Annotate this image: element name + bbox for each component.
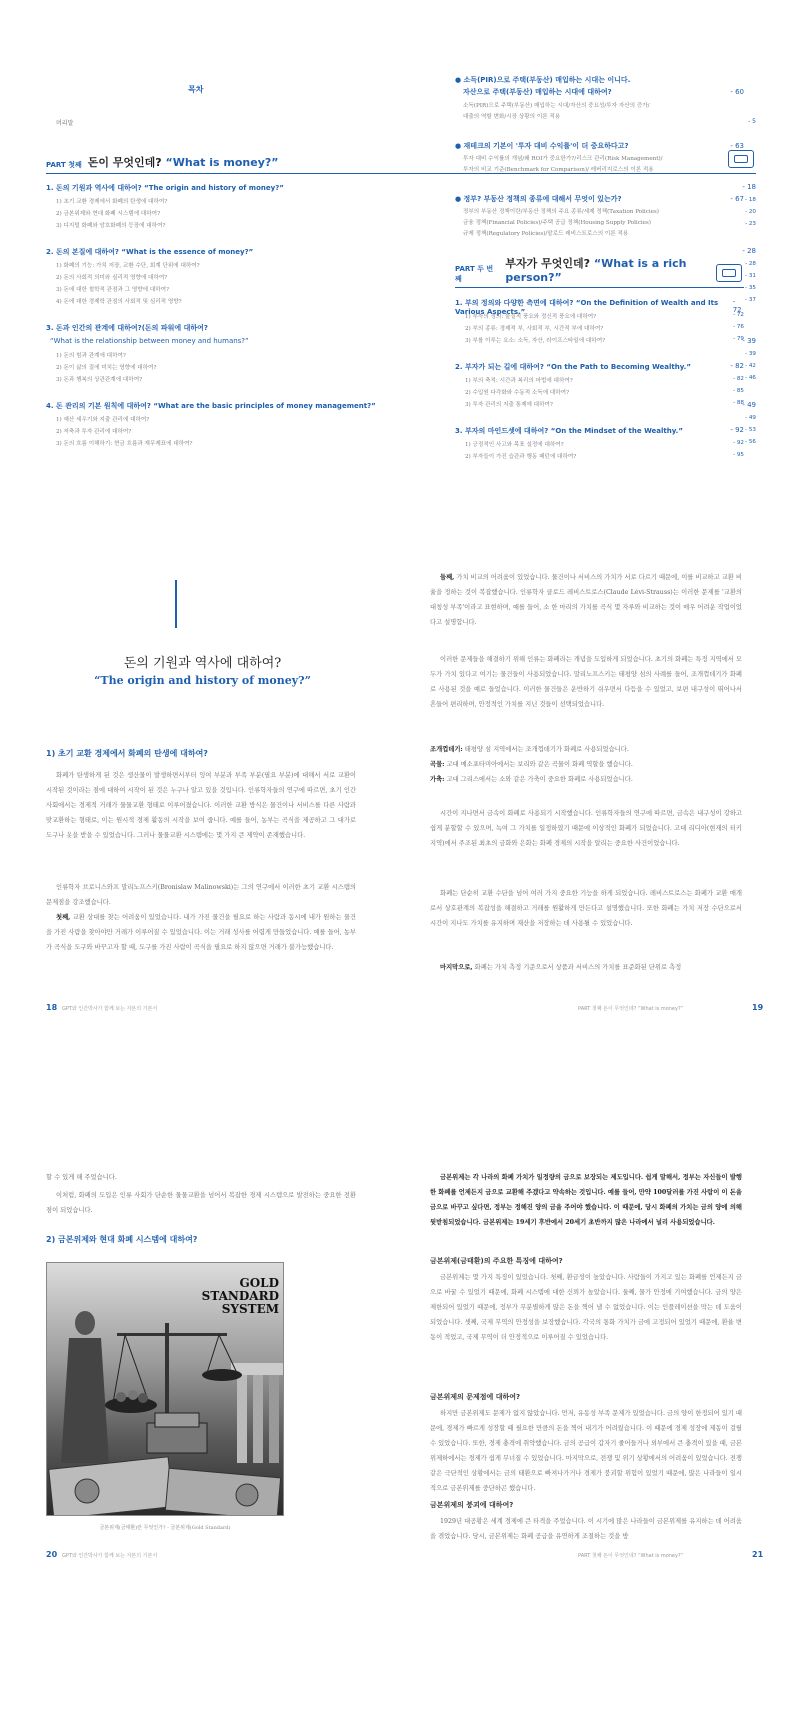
list-item: 조개껍데기: 태평양 섬 지역에서는 조개껍데기가 화폐로 사용되었습니다. xyxy=(430,746,629,753)
paragraph: 둘째, 가치 비교의 어려움이 있었습니다. 물건이나 서비스의 가치가 서로 다르기 때문에, 이를 비교하고 교환 비율을 정하는 것이 복잡했습니다. 인류학자 클로드 레비스트로스(Claude Lévi-Strauss)는 이러한 문제를 '교환의 대칭성 부족'이라고 표현하며, 예를 들어, 소 한 마리의 가치를 곡식 몇 자루와 비교하는 것이 매우 어려운 작업이었다고 설명합니다. xyxy=(430,574,742,626)
running-footer: GPT와 인간박사가 함께 보는 자본의 기본서 xyxy=(62,1006,158,1012)
toc-label: 목차 xyxy=(188,85,204,94)
paragraph: 시간이 지나면서 금속이 화폐로 사용되기 시작했습니다. 인류학자들의 연구에 따르면, 금속은 내구성이 강하고 쉽게 분할할 수 있으며, 녹여 그 가치를 일정하였기 때문에 이상적인 화폐가 되었습니다. 고대 리디아(현재의 터키 지역)에서 주조된 최초의 금화와 은화는 화폐 경제의 시작을 알리는 중요한 사건이었습니다. xyxy=(430,810,742,847)
toc-subitem[interactable]: 2) 돈이 삶의 질에 미치는 영향에 대하여? - 42 xyxy=(56,363,756,371)
part2-header xyxy=(455,257,744,288)
part-title: 돈이 무엇인데? “What is money?” xyxy=(87,156,279,169)
part-title: 부자가 무엇인데? “What is a rich person?” xyxy=(505,257,687,284)
chart-icon xyxy=(728,150,754,168)
toc-subitem[interactable]: 1) 돈의 힘과 관계에 대하여? - 39 xyxy=(56,351,756,359)
illustration-text: GOLD STANDARD SYSTEM xyxy=(201,1276,279,1316)
toc-subitem[interactable]: 2) 부자들이 가진 습관과 행동 패턴에 대하여? - 95 xyxy=(465,452,744,460)
page-number: 18 xyxy=(46,1003,58,1012)
toc-subitem[interactable]: 3) 돈에 대한 철학적 관점과 그 영향에 대하여? - 35 xyxy=(56,285,756,293)
toc-subitem[interactable]: 4) 돈에 대한 경제학 관점의 사회적 및 심리적 영향? - 37 xyxy=(56,297,756,305)
paragraph: 인류학자 브로니스와프 말리노프스키(Bronislaw Malinowski)는 그의 연구에서 이러한 초기 교환 시스템의 문제점을 강조했습니다. xyxy=(46,884,356,906)
paragraph: 금본위제는 각 나라의 화폐 가치가 일정량의 금으로 보장되는 제도입니다. 쉽게 말해서, 정부는 자신들이 발행한 화폐를 언제든지 금으로 교환해 주겠다고 약속하는 것입니다. 예를 들어, 만약 100달러를 가진 사람이 이 돈을 금으로 바꾸고 싶다면, 정부는 정해진 양의 금을 주어야 했습니다. 이 때문에, 당시 화폐의 가치는 금의 양에 의해 뒷받침되었습니다. 금본위제는 19세기 후반에서 20세기 초반까지 많은 나라에서 널리 사용되었습니다. xyxy=(430,1174,742,1226)
chapter-number-mark xyxy=(175,580,177,628)
paragraph: 첫째, 교환 상대를 찾는 어려움이 있었습니다. 내가 가진 물건을 필요로 하는 사람과 동시에 내가 원하는 물건을 가진 사람을 찾아야만 거래가 이루어질 수 있었습니다. 이는 거래 성사를 어렵게 만들었습니다. 예를 들어, 농부가 곡식을 도구와 바꾸고자 할 때, 도구를 가진 사람이 곡식을 필요로 하지 않으면 거래가 불가능했습니다. xyxy=(46,914,356,951)
list-item: 가축: 고대 그리스에서는 소와 같은 가축이 중요한 화폐로 사용되었습니다. xyxy=(430,776,633,783)
image-caption: 금본위제(금태환)란 무엇인가? - 금본위제(Gold Standard) xyxy=(99,1525,231,1531)
spread-18-19 xyxy=(0,560,810,1120)
toc-subitem[interactable]: 2) 금본위제와 현대 화폐 시스템에 대하여? - 20 xyxy=(56,209,756,217)
gold-standard-illustration xyxy=(46,1262,284,1516)
toc-section[interactable]: 4. 돈 관리의 기본 원칙에 대하여? “What are the basic principles of money management?” - 49 xyxy=(46,401,756,410)
page-number: 21 xyxy=(752,1550,764,1559)
toc-subitem[interactable]: 1) 화폐의 기능: 가치 저장, 교환 수단, 회계 단위에 대하여? - 28 xyxy=(56,261,756,269)
section-heading: 2) 금본위제와 현대 화폐 시스템에 대하여? xyxy=(46,1235,198,1244)
toc-bullet-2-desc: 투자 대비 수익률의 개념/왜 ROI가 중요한가?/리스크 관리(Risk Management)/ 투자의 비교 기준(Benchmark for Comparison)/ 레버리지로스의 이론 적용 xyxy=(463,156,663,173)
toc-subitem[interactable]: 2) 돈의 사회적 의미와 심리적 영향에 대하여? - 31 xyxy=(56,273,756,281)
toc-section[interactable]: 1. 돈의 기원과 역사에 대하여? “The origin and history of money?” - 18 xyxy=(46,183,756,192)
toc-subitem[interactable]: 1) 부의 축적: 시간과 복리의 마법에 대하여? - 82 xyxy=(465,376,744,384)
toc-subitem[interactable]: 2) 부의 종류: 경제적 부, 사회적 부, 시간적 부에 대하여? - 76 xyxy=(465,324,744,332)
paragraph: 할 수 있게 해 주었습니다. xyxy=(46,1174,117,1181)
subheading: 금본위제(금태환)의 주요한 특징에 대하여? xyxy=(430,1257,563,1265)
paragraph: 하지만 금본위제도 문제가 없지 않았습니다. 먼저, 유동성 부족 문제가 있었습니다. 금의 양이 한정되어 있기 때문에, 경제가 빠르게 성장할 때 필요한 만큼의 돈을 찍어 내기가 어려웠습니다. 이 때문에 경제 성장에 제동이 걸릴 수 있었습니다. 또한, 경제 충격에 취약했습니다. 금의 공급이 갑자기 줄어들거나 외부에서 큰 충격이 있을 때, 금본위제하에서는 경제가 쉽게 무너질 수 있었습니다. 마지막으로, 전쟁 및 위기 상황에서의 어려움이 있었습니다. 전쟁 같은 극단적인 상황에서는 금의 태환으로 빠져나가거나 경제가 붕괴할 위험이 있었기 때문에, 많은 나라들이 일시적으로 금본위제를 중단하곤 했습니다. xyxy=(430,1410,742,1492)
toc-section[interactable]: 1. 부의 정의와 다양한 측면에 대하여? “On the Definition of Wealth and Its Various Aspects.” - 72 xyxy=(455,298,742,316)
toc-subitem[interactable]: 1) 부자의 정의: 물질적 풍요와 정신적 풍요에 대하여? - 72 xyxy=(465,312,744,320)
toc-subitem[interactable]: 2) 저축과 투자 관리에 대하여? - 53 xyxy=(56,427,756,435)
toc-subitem[interactable]: 1) 긍정적인 사고와 목표 설정에 대하여? - 92 xyxy=(465,440,744,448)
toc-intro[interactable]: 머리말 - 5 xyxy=(56,118,756,127)
paragraph: 이처럼, 화폐의 도입은 인류 사회가 단순한 물물교환을 넘어서 복잡한 경제 시스템으로 발전하는 중요한 전환점이 되었습니다. xyxy=(46,1192,356,1214)
toc-section[interactable]: 2. 부자가 되는 길에 대하여? “On the Path to Becoming Wealthy.” - 82 xyxy=(455,362,744,371)
running-footer: GPT와 인간박사가 함께 보는 자본의 기본서 xyxy=(62,1553,158,1559)
toc-subitem[interactable]: 1) 예산 세우기와 지출 관리에 대하여? - 49 xyxy=(56,415,756,423)
chapter-title: 돈의 기원과 역사에 대하여? xyxy=(123,656,282,671)
paragraph: 화폐는 단순히 교환 수단을 넘어 여러 가지 중요한 기능을 하게 되었습니다. 레비스트로스는 화폐가 교환 매개로서 상호관계의 복잡성을 해결하고 거래를 원활하게 만든다고 설명했습니다. 또한 화폐는 가치 저장 수단으로서 시간이 지나도 가치를 유지하며 재산을 저장하는 데 사용될 수 있었습니다. xyxy=(430,890,742,927)
toc-section[interactable]: 2. 돈의 본질에 대하여? “What is the essence of money?” - 28 xyxy=(46,247,756,256)
running-footer: PART 첫째 돈이 무엇인데? “What is money?” xyxy=(578,1553,684,1559)
subheading: 금본위제의 문제점에 대하여? xyxy=(430,1393,521,1401)
page-number: 20 xyxy=(46,1550,58,1559)
toc-bullet-3[interactable]: ● 정부? 부동산 정책의 종류에 대해서 무엇이 있는가? - 67 xyxy=(455,195,744,203)
toc-subitem[interactable]: 3) 돈과 행복의 상관관계에 대하여? - 46 xyxy=(56,375,756,383)
paragraph: 금본위제는 몇 가지 특징이 있었습니다. 첫째, 환금성이 높았습니다. 사람들이 가지고 있는 화폐를 언제든지 금으로 바꿀 수 있었기 때문에, 화폐 시스템에 대한 신뢰가 높았습니다. 둘째, 물가 안정에 기여했습니다. 금의 양은 제한되어 있었기 때문에, 정부가 무분별하게 많은 돈을 찍어 낼 수 없었습니다. 이는 인플레이션을 막는 데 도움이 되었습니다. 셋째, 국제 무역의 안정성을 보장했습니다. 각국의 통화 가치가 금에 고정되어 있었기 때문에, 환율 변동이 적었고, 국제 무역이 더 안정적으로 이루어질 수 있었습니다. xyxy=(430,1274,742,1341)
toc-subitem[interactable]: 3) 돈의 흐름 이해하기: 현금 흐름과 재무제표에 대하여? - 56 xyxy=(56,439,756,447)
toc-section-subtitle[interactable]: “What is the relationship between money and humans?” - 39 xyxy=(50,337,756,345)
paragraph: 화폐가 탄생하게 된 것은 생산물이 발생하면서부터 잉여 부분과 부족 부분(필요 부분)에 대해서 서로 교환이 시작된 것이라는 점에 대하여 시작이 된 것은 누구나 알고 있을 것입니다. 인류학자들의 연구에 따르면, 초기 인간 사회에서는 경제적 거래가 물물교환 형태로 이루어졌습니다. 이러한 교환 방식은 물건이나 서비스를 다른 사람과 맞교환하는 형태로, 이는 원시적 경제 활동의 시작을 보여 줍니다. 예를 들어, 농부는 곡식을 제공하고 그 대가로 도구나 옷을 받을 수 있었습니다. 그러나 물물교환 시스템에는 몇 가지 큰 제약이 존재했습니다. xyxy=(46,772,356,839)
toc-subitem[interactable]: 1) 초기 교환 경제에서 화폐의 탄생에 대하여? - 18 xyxy=(56,197,756,205)
page-number: 19 xyxy=(752,1003,764,1012)
toc-bullet-3-desc: 정부의 부동산 정책이란/부동산 정책의 주요 종류/세제 정책(Taxation Policies) 금융 정책(Financial Policies)/주택 공급 정책(Housing Supply Policies) 규제 정책(Regulatory Policies)/맡로드 레비스트로스의 이론 적용 xyxy=(463,209,659,237)
running-footer: PART 첫째 돈이 무엇인데? “What is money?” xyxy=(578,1006,684,1012)
paragraph: 1929년 대공황은 세계 경제에 큰 타격을 주었습니다. 이 시기에 많은 나라들이 금본위제를 유지하는 데 어려움을 겪었습니다. 당시, 금본위제는 화폐 공급을 유연하게 조절하는 것을 방 xyxy=(430,1518,742,1540)
toc-section[interactable]: 3. 부자의 마인드셋에 대하여? “On the Mindset of the Wealthy.” - 92 xyxy=(455,426,744,435)
toc-bullet-2[interactable]: ● 재테크의 기본이 '투자 대비 수익률'이 더 중요하다고? - 63 xyxy=(455,142,744,150)
spread-20-21 xyxy=(0,1170,810,1726)
toc-subitem[interactable]: 3) 부를 이루는 요소: 소득, 자산, 라이프스타일에 대하여? - 79 xyxy=(465,336,744,344)
chart-icon xyxy=(716,264,742,282)
toc-spread xyxy=(0,0,810,560)
paragraph: 이러한 문제들을 해결하기 위해 인류는 화폐라는 개념을 도입하게 되었습니다. 초기의 화폐는 특정 지역에서 모두가 가치 있다고 여기는 물건들이 사용되었습니다. 말리노프스키는 태평양 섬의 사례를 들어, 조개껍데기가 화폐로 사용된 것을 예로 들었습니다. 이러한 물건들은 운반하기 쉬우면서 다듬을 수 있었고, 보편 내구성이 뛰어나서 흔들어 편리하며, 안정적인 가치를 지닌 것들이 선택되었습니다. xyxy=(430,656,742,708)
toc-bullet-1[interactable]: ● 소득(PIR)으로 주택(부동산) 매입하는 시대는 이니다. 자산으로 주택(부동산) 매입하는 시대에 대하여? - 60 xyxy=(455,76,744,96)
paragraph: 마지막으로, 화폐는 가치 측정 기준으로서 상품과 서비스의 가치를 표준화된 단위로 측정 xyxy=(440,964,682,971)
toc-bullet-1-desc: 소득(PIR)으로 주택(부동산) 매입하는 시대/자산의 중요성/투자 자산의 증가/ 대출의 역할 변화/시장 상황의 이론 적용 xyxy=(463,103,650,120)
toc-subitem[interactable]: 2) 수입원 다각화와 수동적 소득에 대하여? - 85 xyxy=(465,388,744,396)
part-label: PART 첫째 xyxy=(46,161,82,169)
section-heading: 1) 초기 교환 경제에서 화폐의 탄생에 대하여? xyxy=(46,749,208,758)
toc-section[interactable]: 3. 돈과 인간의 관계에 대하여?(돈의 파워에 대하여? xyxy=(46,324,208,332)
chapter-title-en: “The origin and history of money?” xyxy=(94,674,311,687)
toc-subitem[interactable]: 3) 디지털 화폐와 암호화폐의 등장에 대하여? - 23 xyxy=(56,221,756,229)
chapter-number xyxy=(168,570,169,571)
subheading: 금본위제의 붕괴에 대하여? xyxy=(430,1501,514,1509)
toc-subitem[interactable]: 3) 투자 관리의 지출 통제에 대하여? - 88 xyxy=(465,400,744,408)
part-label: PART 두 번째 xyxy=(455,265,494,283)
list-item: 곡물: 고대 메소포타미아에서는 보리와 같은 곡물이 화폐 역할을 했습니다. xyxy=(430,761,633,768)
